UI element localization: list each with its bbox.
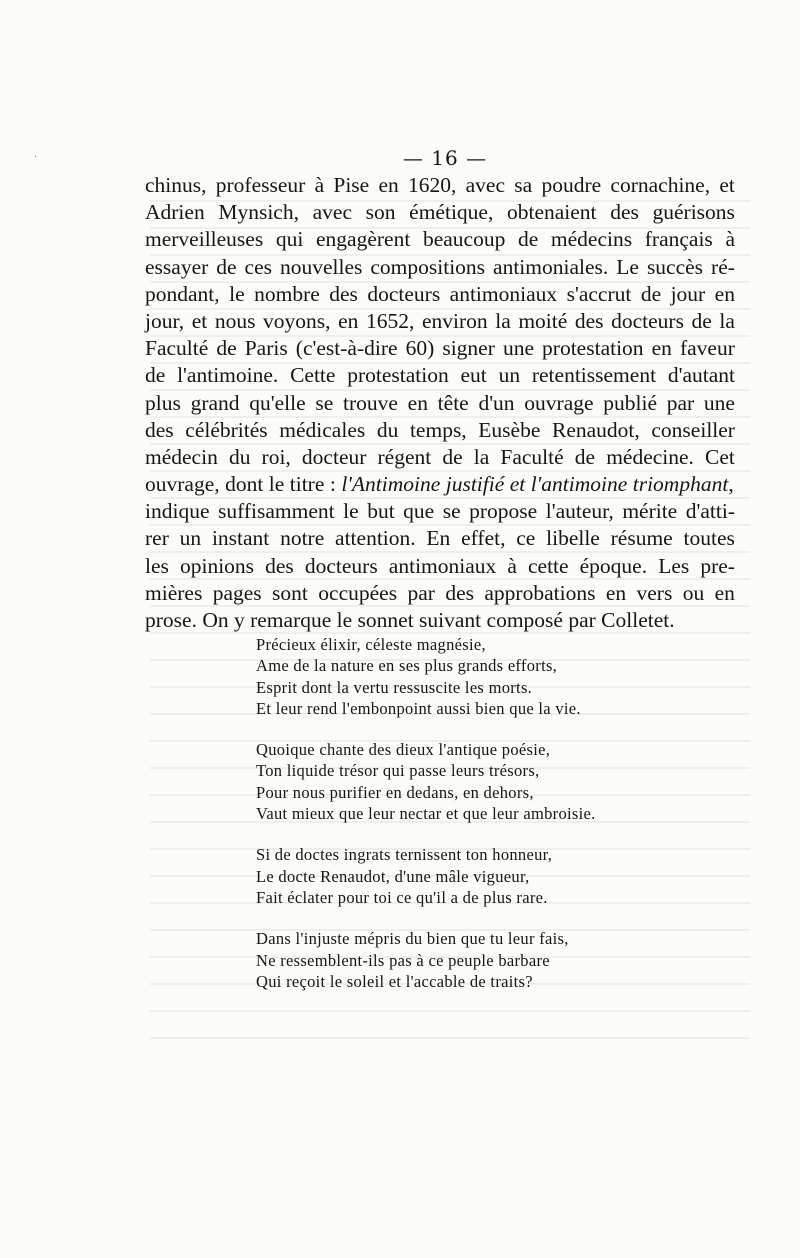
sonnet-verse: Pour nous purifier en dedans, en dehors,	[256, 782, 534, 802]
book-title-italic: l'Antimoine justifié et l'antimoine triomphant	[341, 472, 729, 497]
prose-line: prose. On y remarque le sonnet suivant composé par Colletet.	[145, 608, 675, 632]
colletet-sonnet	[256, 634, 596, 1012]
prose-line: des célébrités médicales du temps, Eusèbe Renaudot, conseiller	[145, 417, 735, 442]
sonnet-verse: Le docte Renaudot, d'une mâle vigueur,	[256, 866, 530, 886]
prose-line: médecin du roi, docteur régent de la Faculté de médecine. Cet	[145, 444, 735, 469]
sonnet-verse: Vaut mieux que leur nectar et que leur ambroisie.	[256, 804, 596, 824]
sonnet-stanza	[256, 634, 596, 719]
sonnet-verse: Fait éclater pour toi ce qu'il a de plus rare.	[256, 887, 548, 907]
prose-line: de l'antimoine. Cette protestation eut un retentissement d'autant	[145, 363, 735, 388]
sonnet-verse: Qui reçoit le soleil et l'accable de traits?	[256, 971, 533, 991]
prose-line: Faculté de Paris (c'est-à-dire 60) signer une protestation en faveur	[145, 336, 735, 361]
prose-line: les opinions des docteurs antimoniaux à cette époque. Les pre-	[145, 553, 735, 578]
prose-title-line: ouvrage, dont le titre : l'Antimoine justifié et l'antimoine triomphant,	[145, 472, 734, 497]
prose-line: rer un instant notre attention. En effet, ce libelle résume toutes	[145, 526, 735, 551]
prose-line: indique suffisamment le but que se propose l'auteur, mérite d'atti-	[145, 499, 735, 524]
prose-line: essayer de ces nouvelles compositions antimoniales. Le succès ré-	[145, 254, 735, 279]
prose-line: Adrien Mynsich, avec son émétique, obtenaient des guérisons	[145, 200, 735, 225]
sonnet-verse: Précieux élixir, céleste magnésie,	[256, 635, 486, 654]
prose-line: mières pages sont occupées par des approbations en vers ou en	[145, 580, 735, 605]
sonnet-stanza	[256, 844, 596, 908]
prose-line: plus grand qu'elle se trouve en tête d'un ouvrage publié par une	[145, 390, 735, 415]
prose-line: merveilleuses qui engagèrent beaucoup de médecins français à	[145, 227, 735, 252]
prose-line: chinus, professeur à Pise en 1620, avec sa poudre cornachine, et	[145, 173, 735, 197]
sonnet-verse: Esprit dont la vertu ressuscite les morts.	[256, 677, 533, 697]
prose-paragraph	[145, 172, 735, 634]
sonnet-stanza	[256, 739, 596, 824]
sonnet-verse: Ame de la nature en ses plus grands efforts,	[256, 656, 558, 676]
prose-line: pondant, le nombre des docteurs antimoniaux s'accrut de jour en	[145, 281, 735, 306]
prose-line: jour, et nous voyons, en 1652, environ la moité des docteurs de la	[145, 308, 735, 333]
prose-line-with-title	[145, 471, 735, 498]
sonnet-stanza	[256, 928, 596, 992]
sonnet-verse: Ne ressemblent-ils pas à ce peuple barbare	[256, 950, 550, 970]
sonnet-verse: Et leur rend l'embonpoint aussi bien que la vie.	[256, 698, 581, 718]
sonnet-verse: Quoique chante des dieux l'antique poésie,	[256, 740, 551, 760]
stray-ink-mark: ·	[34, 152, 38, 163]
sonnet-verse: Ton liquide trésor qui passe leurs trésors,	[256, 761, 540, 781]
page-number: — 16 —	[402, 146, 488, 170]
sonnet-verse: Si de doctes ingrats ternissent ton honneur,	[256, 845, 553, 865]
sonnet-verse: Dans l'injuste mépris du bien que tu leur fais,	[256, 929, 569, 949]
